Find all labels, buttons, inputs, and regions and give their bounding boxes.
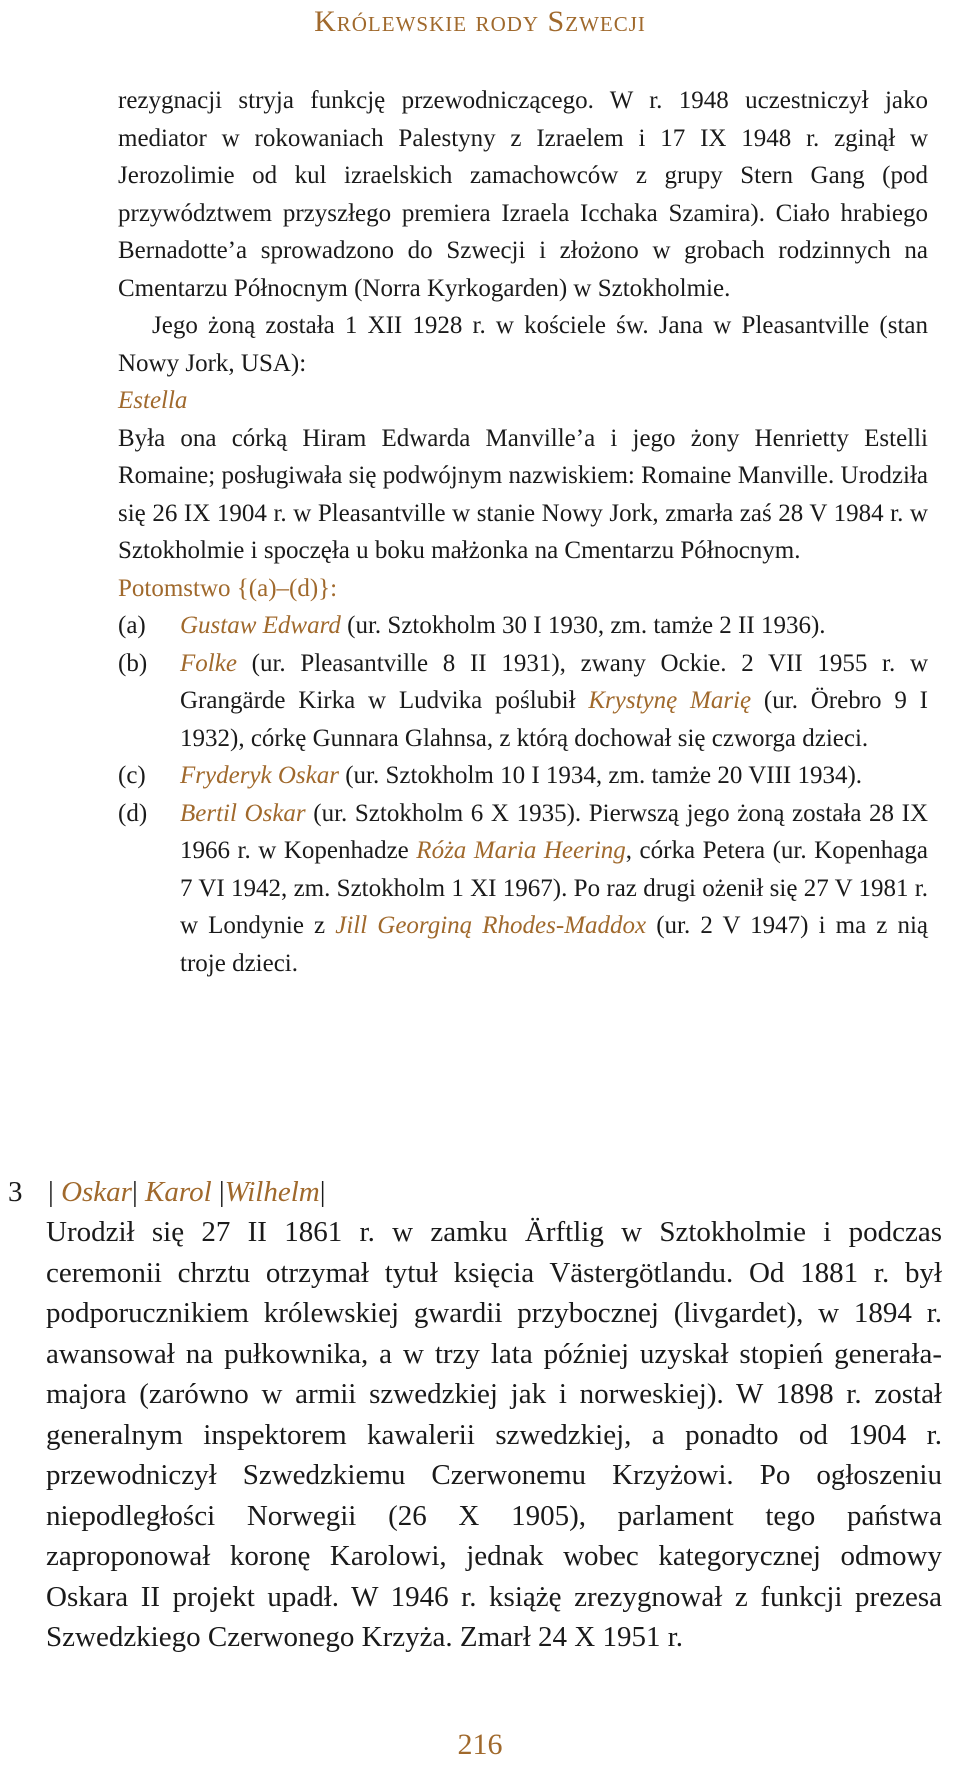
child-spouse-name: Jill Georginą Rhodes-Maddox xyxy=(335,912,647,939)
child-name: Folke xyxy=(180,649,237,677)
entry-heading: | Oskar| Karol |Wilhelm| xyxy=(48,1176,326,1208)
child-spouse-name: Krystynę Marię xyxy=(588,687,752,714)
offspring-label: Potomstwo {(a)–(d)}: xyxy=(118,574,338,602)
child-entry-b xyxy=(118,645,928,758)
child-letter: (c) xyxy=(118,762,146,789)
header-title: Królewskie rody Szwecji xyxy=(314,5,646,38)
child-text: (ur. Sztokholm 10 I 1934, zm. tamże 20 VIII 1934). xyxy=(338,762,863,789)
child-letter: (d) xyxy=(118,799,148,827)
child-name: Fryderyk Oskar xyxy=(180,762,339,789)
child-entry-d xyxy=(118,795,928,983)
paragraph-marriage: Jego żoną została 1 XII 1928 r. w kościele św. Jana w Pleasantville (stan Nowy Jork, USA): xyxy=(118,312,928,377)
entry-paragraph: Urodził się 27 II 1861 r. w zamku Ärftlig w Sztokholmie i podczas ceremonii chrztu otrzymał tytuł księcia Västergötlandu. Od 1881 r. był podporucznikiem królewskiej gwardii przybocznej (livgardet), w 1894 r. awansował na pułkownika, a w trzy lata później uzyskał stopień generała-majora (zarówno w armii szwedzkiej jak i norweskiej). W 1898 r. został generalnym inspektorem kawalerii szwedzkiej, a ponadto od 1904 r. przewodniczył Szwedzkiemu Czerwonemu Krzyżowi. Po ogłoszeniu niepodległości Norwegii (26 X 1905), parlament tego państwa zaproponował koronę Karolowi, jednak wobec kategorycznej odmowy Oskara II projekt upadł. W 1946 r. książę zrezygnował z funkcji prezesa Szwedzkiego Czerwonego Krzyża. Zmarł 24 X 1951 r. xyxy=(46,1216,942,1653)
entry-name-second: Karol xyxy=(145,1176,212,1208)
child-spouse-name: Róża Maria Heering xyxy=(416,837,626,864)
child-entry-a xyxy=(118,607,928,645)
paragraph-bernadotte: rezygnacji stryja funkcję przewodniczącego. W r. 1948 uczestniczył jako mediator w rokowaniach Palestyny z Izraelem i 17 IX 1948 r. zginął w Jerozolimie od kul izraelskich zamachowców z grupy Stern Gang (pod przywództwem przyszłego premiera Izraela Icchaka Szamira). Ciało hrabiego Bernadotte’a sprowadzono do Szwecji i złożono w grobach rodzinnych na Cmentarzu Północnym (Norra Kyrkogarden) w Sztokholmie. xyxy=(118,87,928,302)
child-text: (ur. 2 V 1947) i ma z nią troje dzieci. xyxy=(180,912,928,977)
child-name: Gustaw Edward xyxy=(180,612,341,639)
entry-name-third: Wilhelm xyxy=(224,1176,320,1208)
paragraph-spouse-bio: Była ona córką Hiram Edwarda Manville’a i jego żony Henrietty Estelli Romaine; posługiwała się podwójnym nazwiskiem: Romaine Manville. Urodziła się 26 IX 1904 r. w Pleasantville w stanie Nowy Jork, zmarła zaś 28 V 1984 r. w Sztokholmie i spoczęła u boku małżonka na Cmentarzu Północnym. xyxy=(118,424,928,564)
entry-name-first: Oskar xyxy=(61,1176,132,1208)
child-entry-c xyxy=(118,757,928,795)
child-text: , córka Petera (ur. Kopenhaga 7 VI 1942, zm. Sztokholm 1 XI 1967). Po raz drugi ożenił się 27 V 1981 r. w Londynie z xyxy=(180,837,928,939)
child-text: (ur. Örebro 9 I 1932), córkę Gunnara Glahnsa, z którą dochował się czworga dzieci. xyxy=(180,687,928,752)
child-letter: (b) xyxy=(118,649,148,677)
child-text: (ur. Sztokholm 6 X 1935). Pierwszą jego żoną została 28 IX 1966 r. w Kopenhadze xyxy=(180,799,929,864)
child-letter: (a) xyxy=(118,612,146,639)
child-text: (ur. Pleasantville 8 II 1931), zwany Ockie. 2 VII 1955 r. w Grangärde Kirka w Ludvika poślubił xyxy=(180,649,928,714)
page-number: 216 xyxy=(457,1728,503,1761)
child-text: (ur. Sztokholm 30 I 1930, zm. tamże 2 II 1936). xyxy=(340,612,826,639)
spouse-name: Estella xyxy=(118,387,188,414)
child-name: Bertil Oskar xyxy=(180,799,306,827)
continuation-block xyxy=(118,82,928,982)
entry-body xyxy=(46,1212,942,1658)
running-header xyxy=(0,0,960,42)
entry-number: 3 xyxy=(8,1176,23,1208)
